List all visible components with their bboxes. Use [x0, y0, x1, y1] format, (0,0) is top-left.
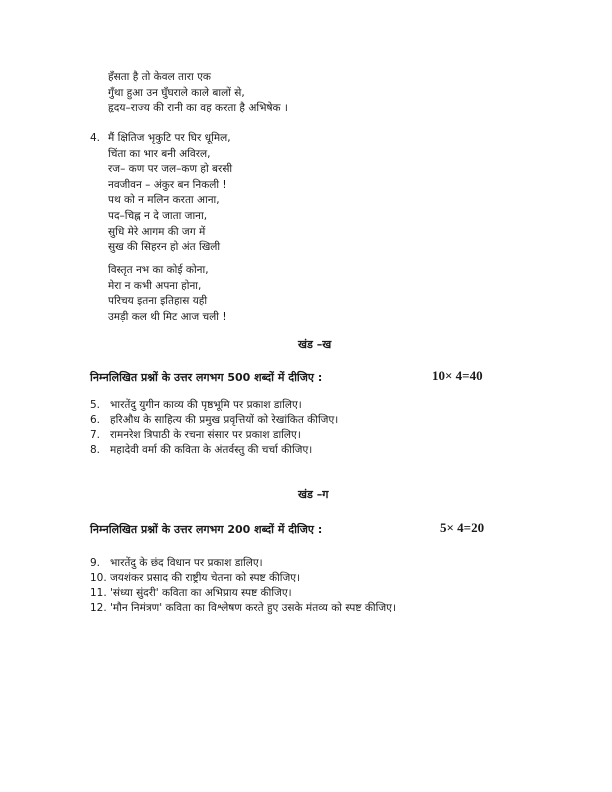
poem-line: गुँथा हुआ उन घुँघराले काले बालों से, — [108, 86, 245, 99]
poem-line: हँसता है तो केवल तारा एक — [108, 71, 211, 83]
poem-line: पथ को न मलिन करता आना, — [108, 194, 220, 207]
poem-line: परिचय इतना इतिहास यही — [108, 295, 208, 308]
section-c-questions — [90, 556, 396, 616]
question-item: 9. भारतेंदु के छंद विधान पर प्रकाश डालिए। — [90, 557, 263, 569]
poem-line: सुधि मेरे आगम की जग में — [108, 225, 206, 238]
section-b-questions — [90, 398, 338, 458]
poem-stanza-b — [108, 131, 232, 256]
section-c-instruction: निम्नलिखित प्रश्नों के उत्तर लगभग 200 शब्दों में दीजिए : — [90, 523, 323, 536]
poem-stanza-c — [108, 263, 227, 325]
question-4-number: 4. — [90, 132, 101, 144]
question-item: 8. महादेवी वर्मा की कविता के अंतर्वस्तु की चर्चा कीजिए। — [90, 444, 313, 456]
section-c-heading: खंड –ग — [298, 488, 329, 501]
section-b-heading: खंड –ख — [298, 338, 332, 351]
poem-line: मैं क्षितिज भृकुटि पर घिर धूमिल, — [108, 132, 231, 144]
poem-line: मेरा न कभी अपना होना, — [108, 279, 202, 292]
section-c-marks: 5× 4=20 — [440, 520, 485, 535]
question-item: 5. भारतेंदु युगीन काव्य की पृष्ठभूमि पर प्रकाश डालिए। — [90, 399, 302, 411]
question-item: 10. जयशंकर प्रसाद की राष्ट्रीय चेतना को स्पष्ट कीजिए। — [90, 572, 301, 584]
question-item: 11. 'संध्या सुंदरी' कविता का अभिप्राय स्पष्ट कीजिए। — [90, 587, 292, 599]
question-item: 12. 'मौन निमंत्रण' कविता का विश्लेषण करते हुए उसके मंतव्य को स्पष्ट कीजिए। — [90, 602, 396, 614]
poem-line: हृदय–राज्य की रानी का वह करता है अभिषेक । — [108, 102, 288, 115]
poem-line: चिंता का भार बनी अविरल, — [108, 147, 211, 160]
poem-line: नवजीवन – अंकुर बन निकली ! — [108, 178, 227, 191]
poem-line: उमड़ी कल थी मिट आज चली ! — [108, 310, 227, 323]
question-item: 6. हरिऔध के साहित्य की प्रमुख प्रवृत्तियों को रेखांकित कीजिए। — [90, 414, 339, 426]
poem-line: सुख की सिहरन हो अंत खिली — [108, 241, 221, 254]
poem-line: पद–चिह्न न दे जाता जाना, — [108, 209, 208, 222]
poem-stanza-a — [108, 70, 288, 117]
section-b-marks: 10× 4=40 — [432, 368, 483, 383]
poem-line: रज– कण पर जल–कण हो बरसी — [108, 163, 233, 176]
section-b-instruction: निम्नलिखित प्रश्नों के उत्तर लगभग 500 शब्दों में दीजिए : — [90, 371, 323, 384]
poem-line: विस्तृत नभ का कोई कोना, — [108, 264, 209, 276]
question-item: 7. रामनरेश त्रिपाठी के रचना संसार पर प्रकाश डालिए। — [90, 429, 301, 441]
